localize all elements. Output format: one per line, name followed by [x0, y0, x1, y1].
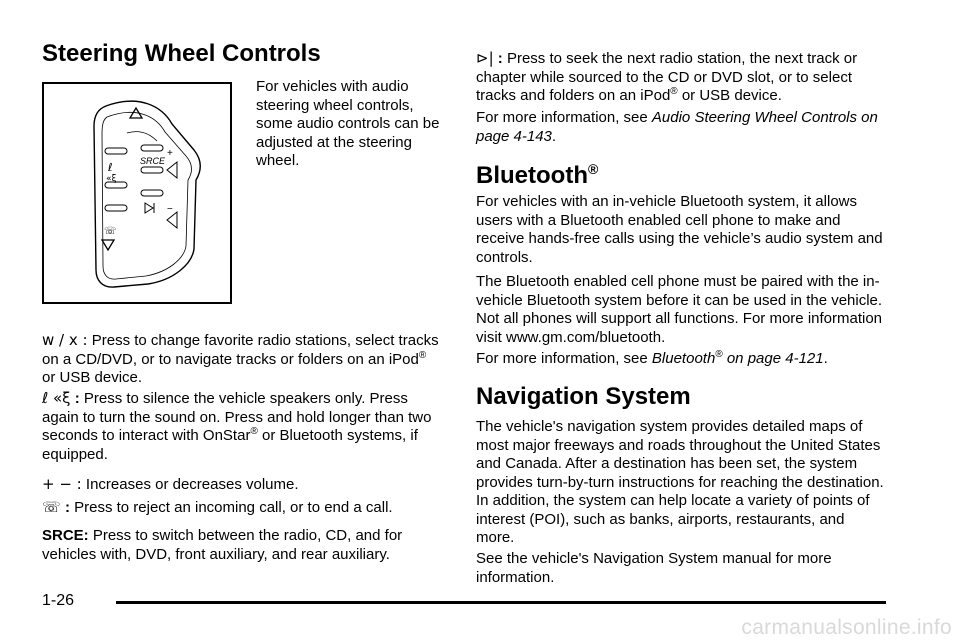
source-paragraph: SRCE: Press to switch between the radio, CD, and for vehicles with, DVD, front auxiliary, and rear auxiliary. — [42, 527, 403, 563]
favorite-up-down-icon: w / x : — [42, 331, 88, 349]
phone-end-icon — [104, 226, 117, 237]
down-arrow-icon — [102, 240, 114, 250]
navigation-paragraph-1: The vehicle's navigation system provides detailed maps of most major freeways and roads throughout the United States and Canada. After a destination has been set, the system provides turn-by-turn instructions for reaching the destination. In addition, the system can help locate a variety of points of interest (POI), such as banks, airports, restaurants, and more. — [476, 418, 884, 546]
figure-caption: For vehicles with audio steering wheel controls, some audio controls can be adjusted at the steering wheel. — [256, 78, 440, 169]
svg-text:☏: ☏ — [104, 226, 117, 237]
end-call-paragraph: ☏ : Press to reject an incoming call, or to end a call. — [42, 498, 393, 516]
bluetooth-paragraph-2: The Bluetooth enabled cell phone must be paired with the in-vehicle Bluetooth system before it can be used in the vehicle. Not all phones will support all functions. For more information visit www.gm.com/bluetooth. — [476, 273, 883, 346]
mute-icon — [107, 161, 113, 174]
seek-more-info: For more information, see Audio Steering Wheel Controls on page 4-143. — [476, 109, 878, 145]
svg-text:ℓ: ℓ — [108, 161, 113, 174]
minus-label: − — [167, 204, 173, 215]
volume-plus-minus-icon: + − : — [42, 475, 82, 493]
seek-icon: ⊳| — [476, 49, 494, 67]
svg-text:«ξ: «ξ — [106, 174, 117, 184]
steering-wheel-illustration — [44, 84, 230, 302]
bluetooth-paragraph-1: For vehicles with an in-vehicle Bluetooth system, it allows users with a Bluetooth enabled cell phone to make and receive hands-free calls using the vehicle’s audio system and controls. — [476, 193, 883, 266]
volume-paragraph: + − : Increases or decreases volume. — [42, 475, 299, 493]
seek-paragraph: ⊳| : Press to seek the next radio station, the next track or chapter while sourced to the CD or DVD slot, or to select tracks and folders on an iPod® or USB device. — [476, 49, 858, 104]
favorite-controls-paragraph: w / x : Press to change favorite radio stations, select tracks on a CD/DVD, or to navigate tracks or folders on an iPod® or USB device. — [42, 331, 439, 386]
section-heading-steering-wheel-controls: Steering Wheel Controls — [42, 40, 321, 67]
section-heading-navigation-system: Navigation System — [476, 383, 691, 410]
seek-icon — [145, 203, 154, 213]
bluetooth-more-info: For more information, see Bluetooth® on page 4-121. — [476, 349, 828, 367]
navigation-paragraph-2: See the vehicle's Navigation System manual for more information. — [476, 550, 832, 586]
mute-voice-paragraph: ℓ «ξ : Press to silence the vehicle speakers only. Press again to turn the sound on. Press and hold longer than two seconds to interact with OnStar® or Bluetooth systems, if equipped. — [42, 389, 432, 463]
section-heading-bluetooth: Bluetooth® — [476, 161, 599, 189]
footer-rule — [116, 601, 886, 604]
srce-term: SRCE: — [42, 527, 89, 544]
end-call-icon: ☏ — [42, 498, 61, 516]
watermark: carmanualsonline.info — [741, 616, 952, 639]
plus-label: + — [167, 148, 173, 159]
volume-up-icon — [167, 162, 177, 178]
mute-voice-icon: ℓ «ξ — [42, 389, 71, 407]
page-number: 1-26 — [42, 592, 75, 609]
steering-wheel-controls-figure — [42, 82, 232, 304]
srce-label: SRCE — [140, 156, 166, 166]
voice-recognition-icon — [106, 174, 117, 184]
